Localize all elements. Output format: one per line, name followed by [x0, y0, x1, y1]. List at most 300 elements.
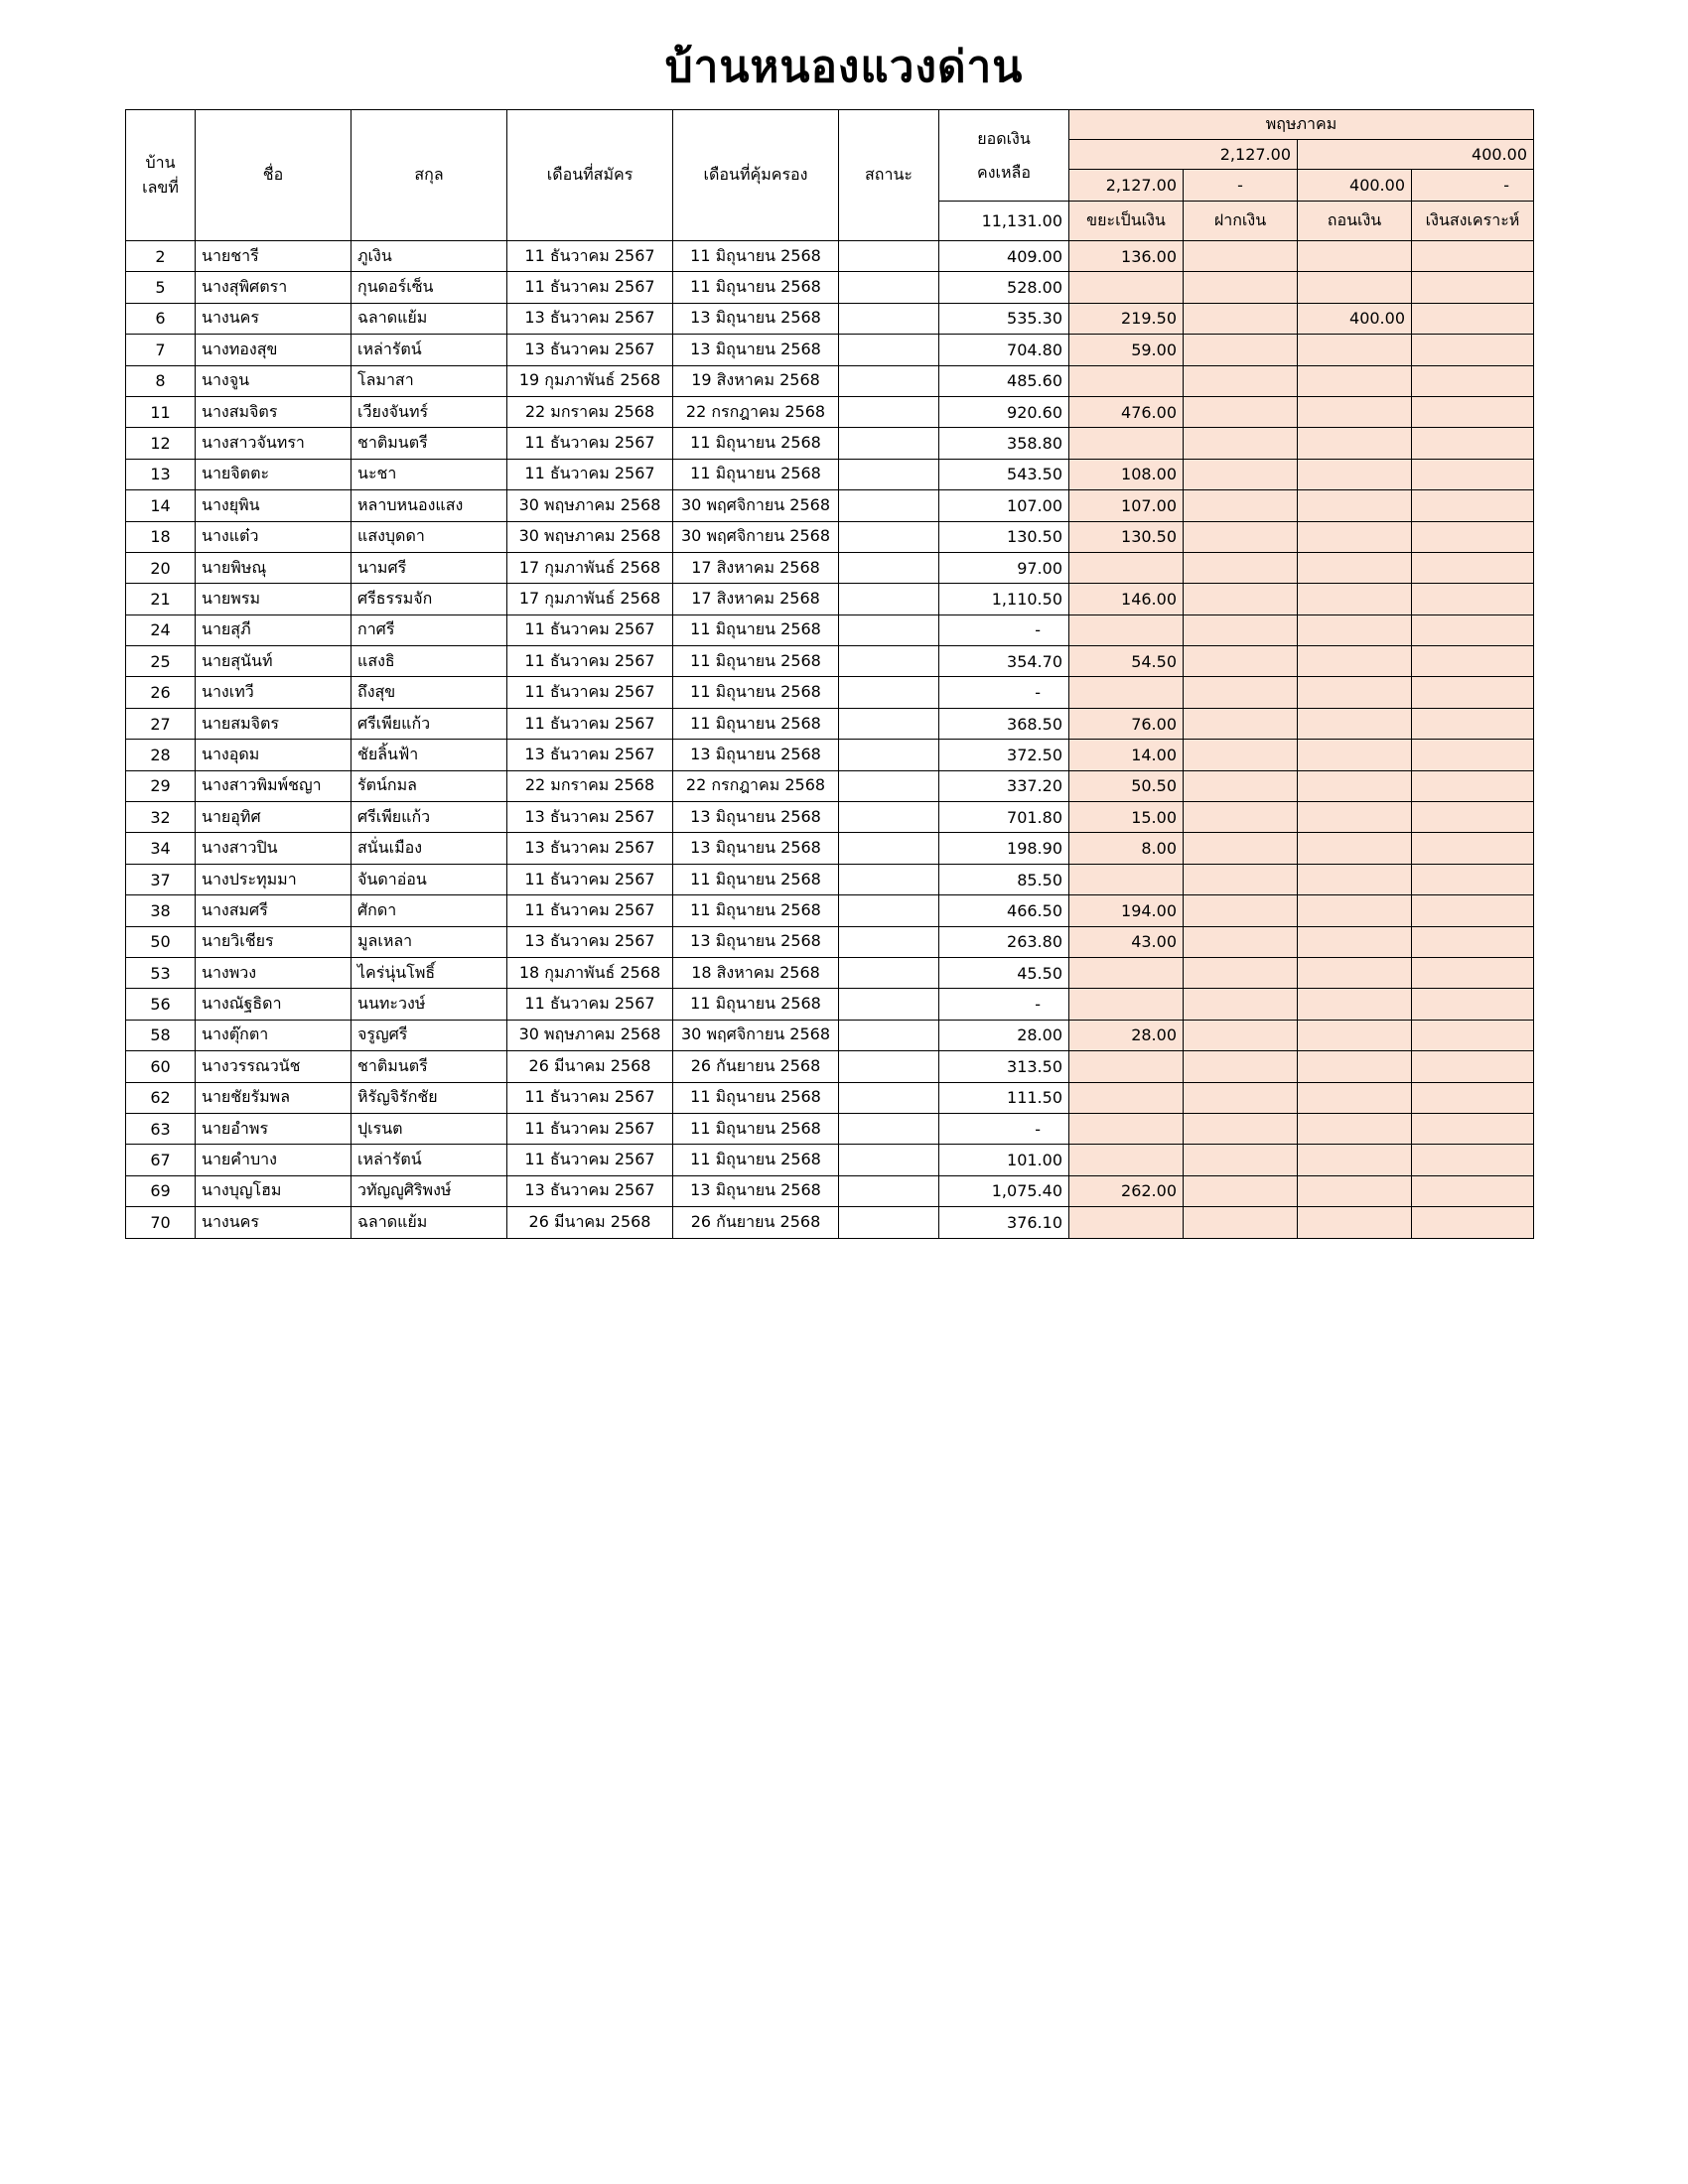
- cell-balance: -: [939, 989, 1069, 1020]
- cell-apply-month: 13 ธันวาคม 2567: [507, 802, 673, 833]
- cell-cover-month: 11 มิถุนายน 2568: [673, 864, 839, 894]
- cell-house-no: 18: [126, 521, 196, 552]
- table-row: [126, 1020, 1534, 1050]
- cell-cover-month: 11 มิถุนายน 2568: [673, 895, 839, 926]
- cell-balance: 535.30: [939, 303, 1069, 334]
- cell-name: นางสาวจันทรา: [196, 428, 352, 459]
- cell-status: [839, 1175, 939, 1206]
- table-row: [126, 677, 1534, 708]
- cell-apply-month: 13 ธันวาคม 2567: [507, 926, 673, 957]
- cell-withdraw: [1298, 1175, 1412, 1206]
- cell-apply-month: 22 มกราคม 2568: [507, 396, 673, 427]
- cell-name: นายวิเชียร: [196, 926, 352, 957]
- cell-status: [839, 490, 939, 521]
- table-row: [126, 833, 1534, 864]
- cell-withdraw: [1298, 895, 1412, 926]
- cell-deposit: [1184, 989, 1298, 1020]
- cell-waste: [1069, 1051, 1184, 1082]
- cell-withdraw: [1298, 864, 1412, 894]
- cell-balance: -: [939, 1113, 1069, 1144]
- cell-waste: [1069, 1207, 1184, 1238]
- cell-house-no: 53: [126, 957, 196, 988]
- cell-waste: 107.00: [1069, 490, 1184, 521]
- table-row: [126, 957, 1534, 988]
- cell-cover-month: 13 มิถุนายน 2568: [673, 833, 839, 864]
- cell-waste: 15.00: [1069, 802, 1184, 833]
- cell-withdraw: [1298, 365, 1412, 396]
- cell-status: [839, 957, 939, 988]
- table-row: [126, 708, 1534, 739]
- cell-name: นางณัฐธิดา: [196, 989, 352, 1020]
- table-body: [126, 241, 1534, 1239]
- table-row: [126, 1051, 1534, 1082]
- cell-cover-month: 13 มิถุนายน 2568: [673, 740, 839, 770]
- col-surname: สกุล: [352, 110, 507, 241]
- cell-status: [839, 895, 939, 926]
- cell-waste: [1069, 272, 1184, 303]
- cell-apply-month: 11 ธันวาคม 2567: [507, 677, 673, 708]
- cell-apply-month: 11 ธันวาคม 2567: [507, 1082, 673, 1113]
- cell-apply-month: 19 กุมภาพันธ์ 2568: [507, 365, 673, 396]
- cell-apply-month: 30 พฤษภาคม 2568: [507, 521, 673, 552]
- col-status: สถานะ: [839, 110, 939, 241]
- cell-cover-month: 11 มิถุนายน 2568: [673, 989, 839, 1020]
- cell-waste: 43.00: [1069, 926, 1184, 957]
- cell-withdraw: [1298, 708, 1412, 739]
- cell-status: [839, 989, 939, 1020]
- cell-welfare: [1412, 708, 1534, 739]
- sub-total-waste: 2,127.00: [1069, 170, 1184, 202]
- cell-balance: 1,075.40: [939, 1175, 1069, 1206]
- cell-welfare: [1412, 335, 1534, 365]
- cell-welfare: [1412, 552, 1534, 583]
- cell-surname: ถึงสุข: [352, 677, 507, 708]
- cell-status: [839, 241, 939, 272]
- cell-name: นายพิษณุ: [196, 552, 352, 583]
- cell-welfare: [1412, 1207, 1534, 1238]
- cell-house-no: 8: [126, 365, 196, 396]
- cell-house-no: 11: [126, 396, 196, 427]
- cell-deposit: [1184, 1175, 1298, 1206]
- cell-balance: 543.50: [939, 459, 1069, 489]
- cell-balance: 28.00: [939, 1020, 1069, 1050]
- cell-balance: 198.90: [939, 833, 1069, 864]
- cell-waste: 50.50: [1069, 770, 1184, 801]
- table-row: [126, 521, 1534, 552]
- cell-house-no: 50: [126, 926, 196, 957]
- cell-status: [839, 521, 939, 552]
- col-balance: [939, 110, 1069, 202]
- cell-balance: 263.80: [939, 926, 1069, 957]
- month-total-right: 400.00: [1298, 140, 1534, 170]
- table-row: [126, 428, 1534, 459]
- sub-total-withdraw: 400.00: [1298, 170, 1412, 202]
- cell-balance: -: [939, 614, 1069, 645]
- cell-apply-month: 13 ธันวาคม 2567: [507, 1175, 673, 1206]
- cell-name: นางตุ๊กตา: [196, 1020, 352, 1050]
- table-row: [126, 646, 1534, 677]
- cell-surname: ฉลาดแย้ม: [352, 303, 507, 334]
- cell-house-no: 56: [126, 989, 196, 1020]
- cell-withdraw: [1298, 1207, 1412, 1238]
- month-header: พฤษภาคม: [1069, 110, 1534, 140]
- cell-deposit: [1184, 1020, 1298, 1050]
- month-total-left: 2,127.00: [1069, 140, 1298, 170]
- cell-withdraw: [1298, 646, 1412, 677]
- label-withdraw: ถอนเงิน: [1298, 202, 1412, 241]
- cell-balance: 372.50: [939, 740, 1069, 770]
- cell-surname: ชัยลิ้นฟ้า: [352, 740, 507, 770]
- cell-name: นางเทวี: [196, 677, 352, 708]
- table-row: [126, 802, 1534, 833]
- cell-waste: 136.00: [1069, 241, 1184, 272]
- cell-apply-month: 11 ธันวาคม 2567: [507, 864, 673, 894]
- cell-house-no: 70: [126, 1207, 196, 1238]
- cell-surname: แสงธิ: [352, 646, 507, 677]
- cell-cover-month: 11 มิถุนายน 2568: [673, 1082, 839, 1113]
- cell-cover-month: 11 มิถุนายน 2568: [673, 459, 839, 489]
- cell-welfare: [1412, 459, 1534, 489]
- cell-welfare: [1412, 1051, 1534, 1082]
- cell-apply-month: 13 ธันวาคม 2567: [507, 303, 673, 334]
- cell-deposit: [1184, 646, 1298, 677]
- cell-withdraw: [1298, 272, 1412, 303]
- cell-name: นางจูน: [196, 365, 352, 396]
- cell-status: [839, 1145, 939, 1175]
- table-row: [126, 303, 1534, 334]
- label-welfare: เงินสงเคราะห์: [1412, 202, 1534, 241]
- cell-name: นายอุทิศ: [196, 802, 352, 833]
- cell-deposit: [1184, 802, 1298, 833]
- cell-waste: 130.50: [1069, 521, 1184, 552]
- cell-status: [839, 396, 939, 427]
- cell-name: นายพรม: [196, 584, 352, 614]
- cell-waste: 476.00: [1069, 396, 1184, 427]
- cell-apply-month: 11 ธันวาคม 2567: [507, 272, 673, 303]
- label-waste: ขยะเป็นเงิน: [1069, 202, 1184, 241]
- cell-house-no: 20: [126, 552, 196, 583]
- table-row: [126, 770, 1534, 801]
- cell-name: นางสุพิศตรา: [196, 272, 352, 303]
- cell-cover-month: 13 มิถุนายน 2568: [673, 802, 839, 833]
- cell-status: [839, 708, 939, 739]
- cell-apply-month: 30 พฤษภาคม 2568: [507, 490, 673, 521]
- cell-house-no: 7: [126, 335, 196, 365]
- cell-withdraw: [1298, 1051, 1412, 1082]
- cell-deposit: [1184, 957, 1298, 988]
- cell-cover-month: 11 มิถุนายน 2568: [673, 428, 839, 459]
- cell-balance: 85.50: [939, 864, 1069, 894]
- cell-cover-month: 13 มิถุนายน 2568: [673, 1175, 839, 1206]
- table-row: [126, 989, 1534, 1020]
- cell-name: นายอำพร: [196, 1113, 352, 1144]
- cell-deposit: [1184, 895, 1298, 926]
- cell-deposit: [1184, 740, 1298, 770]
- cell-welfare: [1412, 521, 1534, 552]
- cell-waste: [1069, 677, 1184, 708]
- cell-apply-month: 22 มกราคม 2568: [507, 770, 673, 801]
- table-row: [126, 272, 1534, 303]
- cell-balance: 376.10: [939, 1207, 1069, 1238]
- cell-apply-month: 18 กุมภาพันธ์ 2568: [507, 957, 673, 988]
- cell-apply-month: 11 ธันวาคม 2567: [507, 989, 673, 1020]
- cell-balance: 368.50: [939, 708, 1069, 739]
- cell-welfare: [1412, 1145, 1534, 1175]
- cell-surname: ชาติมนตรี: [352, 428, 507, 459]
- table-row: [126, 365, 1534, 396]
- cell-surname: นนทะวงษ์: [352, 989, 507, 1020]
- cell-withdraw: [1298, 677, 1412, 708]
- cell-balance: 337.20: [939, 770, 1069, 801]
- col-apply-month: เดือนที่สมัคร: [507, 110, 673, 241]
- cell-deposit: [1184, 864, 1298, 894]
- cell-withdraw: [1298, 521, 1412, 552]
- cell-balance: 704.80: [939, 335, 1069, 365]
- cell-status: [839, 1113, 939, 1144]
- cell-surname: ภูเงิน: [352, 241, 507, 272]
- cell-deposit: [1184, 241, 1298, 272]
- cell-welfare: [1412, 490, 1534, 521]
- cell-surname: กาศรี: [352, 614, 507, 645]
- cell-withdraw: [1298, 740, 1412, 770]
- cell-status: [839, 584, 939, 614]
- cell-deposit: [1184, 1051, 1298, 1082]
- balance-label: ยอดเงิน คงเหลือ: [977, 128, 1031, 182]
- cell-deposit: [1184, 490, 1298, 521]
- cell-welfare: [1412, 241, 1534, 272]
- cell-balance: 701.80: [939, 802, 1069, 833]
- cell-balance: 111.50: [939, 1082, 1069, 1113]
- cell-welfare: [1412, 396, 1534, 427]
- cell-withdraw: 400.00: [1298, 303, 1412, 334]
- cell-waste: 219.50: [1069, 303, 1184, 334]
- table-row: [126, 1082, 1534, 1113]
- cell-house-no: 6: [126, 303, 196, 334]
- cell-welfare: [1412, 614, 1534, 645]
- table-row: [126, 1113, 1534, 1144]
- table-row: [126, 335, 1534, 365]
- cell-welfare: [1412, 989, 1534, 1020]
- cell-cover-month: 13 มิถุนายน 2568: [673, 335, 839, 365]
- cell-surname: โลมาสา: [352, 365, 507, 396]
- cell-surname: ศรีเพียแก้ว: [352, 708, 507, 739]
- table-row: [126, 740, 1534, 770]
- cell-surname: จันดาอ่อน: [352, 864, 507, 894]
- cell-house-no: 21: [126, 584, 196, 614]
- cell-waste: 14.00: [1069, 740, 1184, 770]
- cell-surname: แสงบุดดา: [352, 521, 507, 552]
- cell-balance: -: [939, 677, 1069, 708]
- cell-surname: จรูญศรี: [352, 1020, 507, 1050]
- cell-cover-month: 11 มิถุนายน 2568: [673, 241, 839, 272]
- cell-status: [839, 614, 939, 645]
- cell-apply-month: 11 ธันวาคม 2567: [507, 459, 673, 489]
- table-row: [126, 459, 1534, 489]
- cell-status: [839, 335, 939, 365]
- cell-welfare: [1412, 957, 1534, 988]
- table-row: [126, 241, 1534, 272]
- cell-cover-month: 11 มิถุนายน 2568: [673, 708, 839, 739]
- cell-withdraw: [1298, 1020, 1412, 1050]
- cell-balance: 1,110.50: [939, 584, 1069, 614]
- cell-name: นายชารี: [196, 241, 352, 272]
- cell-status: [839, 864, 939, 894]
- cell-house-no: 29: [126, 770, 196, 801]
- cell-apply-month: 11 ธันวาคม 2567: [507, 614, 673, 645]
- cell-waste: 8.00: [1069, 833, 1184, 864]
- cell-waste: [1069, 614, 1184, 645]
- cell-welfare: [1412, 303, 1534, 334]
- cell-waste: 262.00: [1069, 1175, 1184, 1206]
- cell-cover-month: 22 กรกฎาคม 2568: [673, 396, 839, 427]
- cell-welfare: [1412, 365, 1534, 396]
- cell-deposit: [1184, 708, 1298, 739]
- cell-surname: ปุเรนต: [352, 1113, 507, 1144]
- cell-cover-month: 13 มิถุนายน 2568: [673, 926, 839, 957]
- cell-status: [839, 303, 939, 334]
- cell-deposit: [1184, 584, 1298, 614]
- cell-house-no: 12: [126, 428, 196, 459]
- cell-waste: 108.00: [1069, 459, 1184, 489]
- cell-surname: เหล่ารัตน์: [352, 1145, 507, 1175]
- cell-name: นายสุภี: [196, 614, 352, 645]
- cell-welfare: [1412, 926, 1534, 957]
- cell-deposit: [1184, 1113, 1298, 1144]
- cell-withdraw: [1298, 957, 1412, 988]
- cell-apply-month: 26 มีนาคม 2568: [507, 1051, 673, 1082]
- cell-deposit: [1184, 1207, 1298, 1238]
- cell-waste: [1069, 552, 1184, 583]
- cell-status: [839, 770, 939, 801]
- cell-name: นางทองสุข: [196, 335, 352, 365]
- table-row: [126, 490, 1534, 521]
- cell-cover-month: 30 พฤศจิกายน 2568: [673, 490, 839, 521]
- cell-status: [839, 272, 939, 303]
- cell-surname: มูลเหลา: [352, 926, 507, 957]
- cell-surname: ศรีธรรมจัก: [352, 584, 507, 614]
- cell-status: [839, 802, 939, 833]
- cell-apply-month: 11 ธันวาคม 2567: [507, 428, 673, 459]
- cell-surname: เหล่ารัตน์: [352, 335, 507, 365]
- cell-balance: 358.80: [939, 428, 1069, 459]
- cell-balance: 130.50: [939, 521, 1069, 552]
- cell-name: นางนคร: [196, 303, 352, 334]
- savings-table: [125, 109, 1534, 1239]
- cell-balance: 528.00: [939, 272, 1069, 303]
- cell-house-no: 62: [126, 1082, 196, 1113]
- cell-balance: 485.60: [939, 365, 1069, 396]
- cell-withdraw: [1298, 335, 1412, 365]
- cell-status: [839, 740, 939, 770]
- table-row: [126, 396, 1534, 427]
- cell-surname: ฉลาดแย้ม: [352, 1207, 507, 1238]
- cell-welfare: [1412, 833, 1534, 864]
- cell-name: นายจิตตะ: [196, 459, 352, 489]
- cell-withdraw: [1298, 926, 1412, 957]
- cell-apply-month: 11 ธันวาคม 2567: [507, 708, 673, 739]
- sub-total-welfare: -: [1412, 170, 1534, 202]
- cell-surname: กุนดอร์เซ็น: [352, 272, 507, 303]
- cell-apply-month: 11 ธันวาคม 2567: [507, 1113, 673, 1144]
- table-row: [126, 614, 1534, 645]
- cell-name: นางแต๋ว: [196, 521, 352, 552]
- cell-name: นายสมจิตร: [196, 708, 352, 739]
- cell-waste: [1069, 957, 1184, 988]
- cell-house-no: 2: [126, 241, 196, 272]
- cell-waste: 76.00: [1069, 708, 1184, 739]
- cell-cover-month: 19 สิงหาคม 2568: [673, 365, 839, 396]
- cell-withdraw: [1298, 552, 1412, 583]
- cell-withdraw: [1298, 490, 1412, 521]
- cell-waste: 59.00: [1069, 335, 1184, 365]
- cell-waste: [1069, 365, 1184, 396]
- table-row: [126, 926, 1534, 957]
- cell-cover-month: 18 สิงหาคม 2568: [673, 957, 839, 988]
- cell-house-no: 13: [126, 459, 196, 489]
- cell-house-no: 60: [126, 1051, 196, 1082]
- cell-surname: เวียงจันทร์: [352, 396, 507, 427]
- cell-balance: 101.00: [939, 1145, 1069, 1175]
- cell-name: นางบุญโฮม: [196, 1175, 352, 1206]
- cell-welfare: [1412, 740, 1534, 770]
- cell-deposit: [1184, 459, 1298, 489]
- cell-surname: นามศรี: [352, 552, 507, 583]
- cell-apply-month: 13 ธันวาคม 2567: [507, 335, 673, 365]
- cell-name: นายชัยรัมพล: [196, 1082, 352, 1113]
- cell-cover-month: 26 กันยายน 2568: [673, 1207, 839, 1238]
- cell-apply-month: 30 พฤษภาคม 2568: [507, 1020, 673, 1050]
- cell-status: [839, 552, 939, 583]
- cell-cover-month: 11 มิถุนายน 2568: [673, 1113, 839, 1144]
- cell-name: นางสมจิตร: [196, 396, 352, 427]
- cell-name: นางพวง: [196, 957, 352, 988]
- cell-welfare: [1412, 770, 1534, 801]
- cell-withdraw: [1298, 1082, 1412, 1113]
- cell-welfare: [1412, 1113, 1534, 1144]
- cell-waste: [1069, 864, 1184, 894]
- cell-withdraw: [1298, 584, 1412, 614]
- cell-apply-month: 11 ธันวาคม 2567: [507, 241, 673, 272]
- cell-name: นางสาวพิมพ์ชญา: [196, 770, 352, 801]
- table-row: [126, 864, 1534, 894]
- cell-withdraw: [1298, 614, 1412, 645]
- house-no-label: บ้าน เลขที่: [142, 152, 179, 197]
- cell-name: นายคำบาง: [196, 1145, 352, 1175]
- cell-welfare: [1412, 1082, 1534, 1113]
- cell-house-no: 27: [126, 708, 196, 739]
- cell-cover-month: 11 มิถุนายน 2568: [673, 1145, 839, 1175]
- cell-cover-month: 30 พฤศจิกายน 2568: [673, 521, 839, 552]
- cell-surname: หลาบหนองแสง: [352, 490, 507, 521]
- cell-waste: 194.00: [1069, 895, 1184, 926]
- cell-withdraw: [1298, 428, 1412, 459]
- cell-waste: [1069, 428, 1184, 459]
- cell-cover-month: 11 มิถุนายน 2568: [673, 677, 839, 708]
- cell-apply-month: 13 ธันวาคม 2567: [507, 833, 673, 864]
- cell-deposit: [1184, 335, 1298, 365]
- cell-name: นางประทุมมา: [196, 864, 352, 894]
- cell-house-no: 5: [126, 272, 196, 303]
- cell-surname: ไคร่นุ่นโพธิ์: [352, 957, 507, 988]
- cell-house-no: 37: [126, 864, 196, 894]
- cell-cover-month: 11 มิถุนายน 2568: [673, 646, 839, 677]
- cell-apply-month: 11 ธันวาคม 2567: [507, 1145, 673, 1175]
- cell-balance: 107.00: [939, 490, 1069, 521]
- cell-deposit: [1184, 770, 1298, 801]
- cell-deposit: [1184, 614, 1298, 645]
- cell-welfare: [1412, 584, 1534, 614]
- cell-waste: [1069, 1082, 1184, 1113]
